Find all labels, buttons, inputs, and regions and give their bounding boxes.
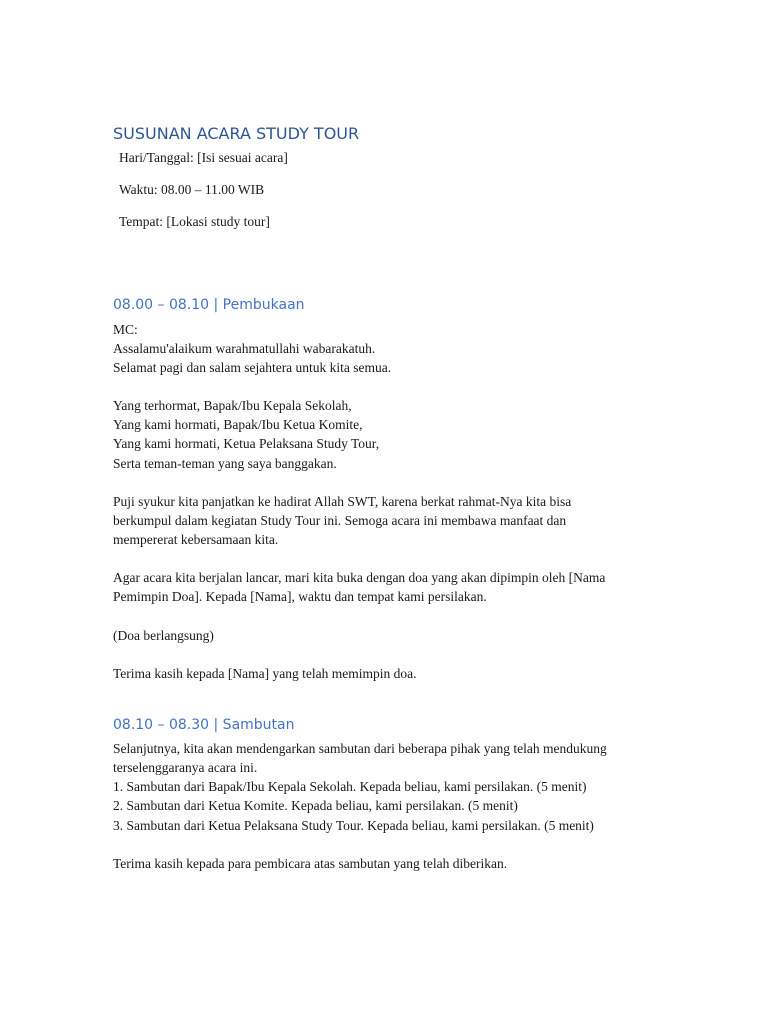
list-item: 1. Sambutan dari Bapak/Ibu Kepala Sekolah. Kepada beliau, kami persilakan. (5 menit)	[113, 779, 587, 794]
paragraph-line: (Doa berlangsung)	[113, 628, 214, 643]
paragraph-line: Selamat pagi dan salam sejahtera untuk kita semua.	[113, 360, 392, 375]
meta-place: Tempat: [Lokasi study tour]	[119, 214, 270, 229]
paragraph-line: Terima kasih kepada [Nama] yang telah memimpin doa.	[113, 666, 417, 681]
meta-time: Waktu: 08.00 – 11.00 WIB	[119, 182, 265, 197]
paragraph-line: Yang kami hormati, Ketua Pelaksana Study Tour,	[113, 436, 380, 451]
paragraph-line: Agar acara kita berjalan lancar, mari kita buka dengan doa yang akan dipimpin oleh [Nama	[113, 570, 606, 585]
list-item: 2. Sambutan dari Ketua Komite. Kepada beliau, kami persilakan. (5 menit)	[113, 798, 518, 813]
paragraph-line: Selanjutnya, kita akan mendengarkan sambutan dari beberapa pihak yang telah mendukung	[113, 741, 607, 756]
paragraph-line: MC:	[113, 322, 138, 337]
paragraph-line: Yang terhormat, Bapak/Ibu Kepala Sekolah,	[113, 398, 352, 413]
list-item: 3. Sambutan dari Ketua Pelaksana Study Tour. Kepada beliau, kami persilakan. (5 menit)	[113, 818, 594, 833]
paragraph-line: Assalamu'alaikum warahmatullahi wabarakatuh.	[113, 341, 376, 356]
section-heading-pembukaan: 08.00 – 08.10 | Pembukaan	[113, 297, 305, 313]
paragraph-line: Puji syukur kita panjatkan ke hadirat Allah SWT, karena berkat rahmat-Nya kita bisa	[113, 494, 572, 509]
paragraph-line: mempererat kebersamaan kita.	[113, 532, 279, 547]
paragraph-line: Terima kasih kepada para pembicara atas sambutan yang telah diberikan.	[113, 856, 508, 871]
paragraph-line: berkumpul dalam kegiatan Study Tour ini. Semoga acara ini membawa manfaat dan	[113, 513, 567, 528]
meta-date: Hari/Tanggal: [Isi sesuai acara]	[119, 150, 288, 165]
document-title: SUSUNAN ACARA STUDY TOUR	[113, 124, 360, 143]
paragraph-line: Pemimpin Doa]. Kepada [Nama], waktu dan tempat kami persilakan.	[113, 589, 487, 604]
paragraph-line: Yang kami hormati, Bapak/Ibu Ketua Komite,	[113, 417, 363, 432]
section-heading-sambutan: 08.10 – 08.30 | Sambutan	[113, 717, 295, 733]
paragraph-line: terselenggaranya acara ini.	[113, 760, 258, 775]
paragraph-line: Serta teman-teman yang saya banggakan.	[113, 456, 337, 471]
